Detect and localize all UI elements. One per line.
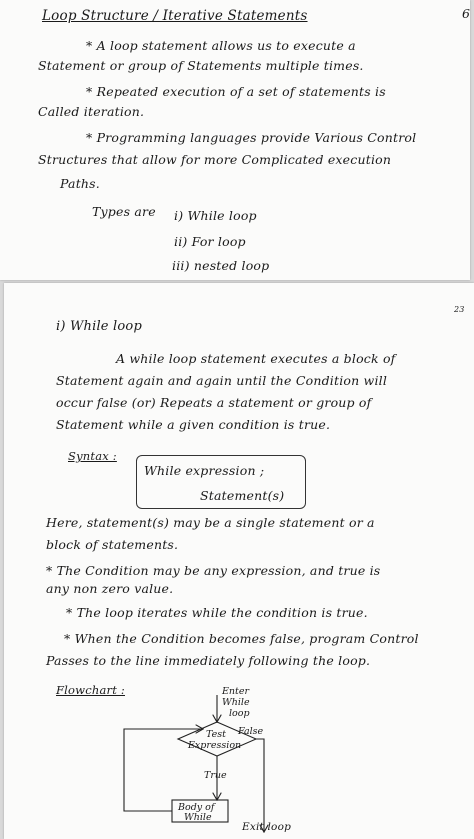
corner-mark: 6	[462, 6, 471, 21]
syntax-line: While expression ;	[144, 463, 265, 478]
bullet-line: Passes to the line immediately following the loop.	[46, 653, 371, 668]
body-line: * Repeated execution of a set of statements is	[86, 84, 386, 99]
para-line: Statement again and again until the Condition will	[56, 373, 388, 388]
bullet-line: * The Condition may be any expression, and true is	[46, 563, 381, 578]
type-item: iii) nested loop	[172, 258, 270, 273]
syntax-line: Statement(s)	[200, 488, 285, 503]
section-title: i) While loop	[56, 319, 142, 334]
body-line: * A loop statement allows us to execute a	[86, 38, 356, 53]
para-line: Statement while a given condition is true.	[56, 417, 331, 432]
body-line: Statement or group of Statements multiple times.	[38, 58, 364, 73]
bullet-line: * When the Condition becomes false, program Control	[64, 631, 419, 646]
body-text: Body of	[178, 802, 215, 813]
para-line: occur false (or) Repeats a statement or group of	[56, 395, 372, 410]
page-number: 23	[454, 305, 465, 314]
flowchart-label: Flowchart :	[56, 683, 125, 697]
para-line: A while loop statement executes a block of	[116, 351, 396, 366]
notebook-page-1	[0, 0, 470, 280]
notebook-page-2	[4, 283, 474, 839]
body-line: Paths.	[60, 176, 100, 191]
type-item: ii) For loop	[174, 234, 246, 249]
body-text: While	[184, 812, 212, 823]
bullet-line: any non zero value.	[46, 581, 174, 596]
type-item: i) While loop	[174, 208, 257, 223]
body-line: * Programming languages provide Various Control	[86, 130, 417, 145]
body-line: Called iteration.	[38, 104, 145, 119]
true-label: True	[204, 770, 227, 781]
decision-text: Test	[206, 729, 226, 740]
body-line: Structures that allow for more Complicated execution	[38, 152, 392, 167]
flowchart-diagram	[114, 685, 364, 835]
page-heading: Loop Structure / Iterative Statements	[42, 8, 308, 24]
bullet-line: * The loop iterates while the condition is true.	[66, 605, 368, 620]
here-line: Here, statement(s) may be a single statement or a	[46, 515, 375, 530]
false-label: False	[238, 726, 264, 737]
enter-text: Enter	[222, 686, 250, 697]
here-line: block of statements.	[46, 537, 179, 552]
decision-text: Expression	[188, 740, 242, 751]
false-arrow	[256, 739, 264, 831]
exit-label: Exit loop	[242, 821, 292, 833]
types-label: Types are	[92, 204, 156, 219]
enter-text: While	[222, 697, 250, 708]
enter-text: loop	[229, 708, 250, 719]
syntax-label: Syntax :	[68, 449, 117, 463]
